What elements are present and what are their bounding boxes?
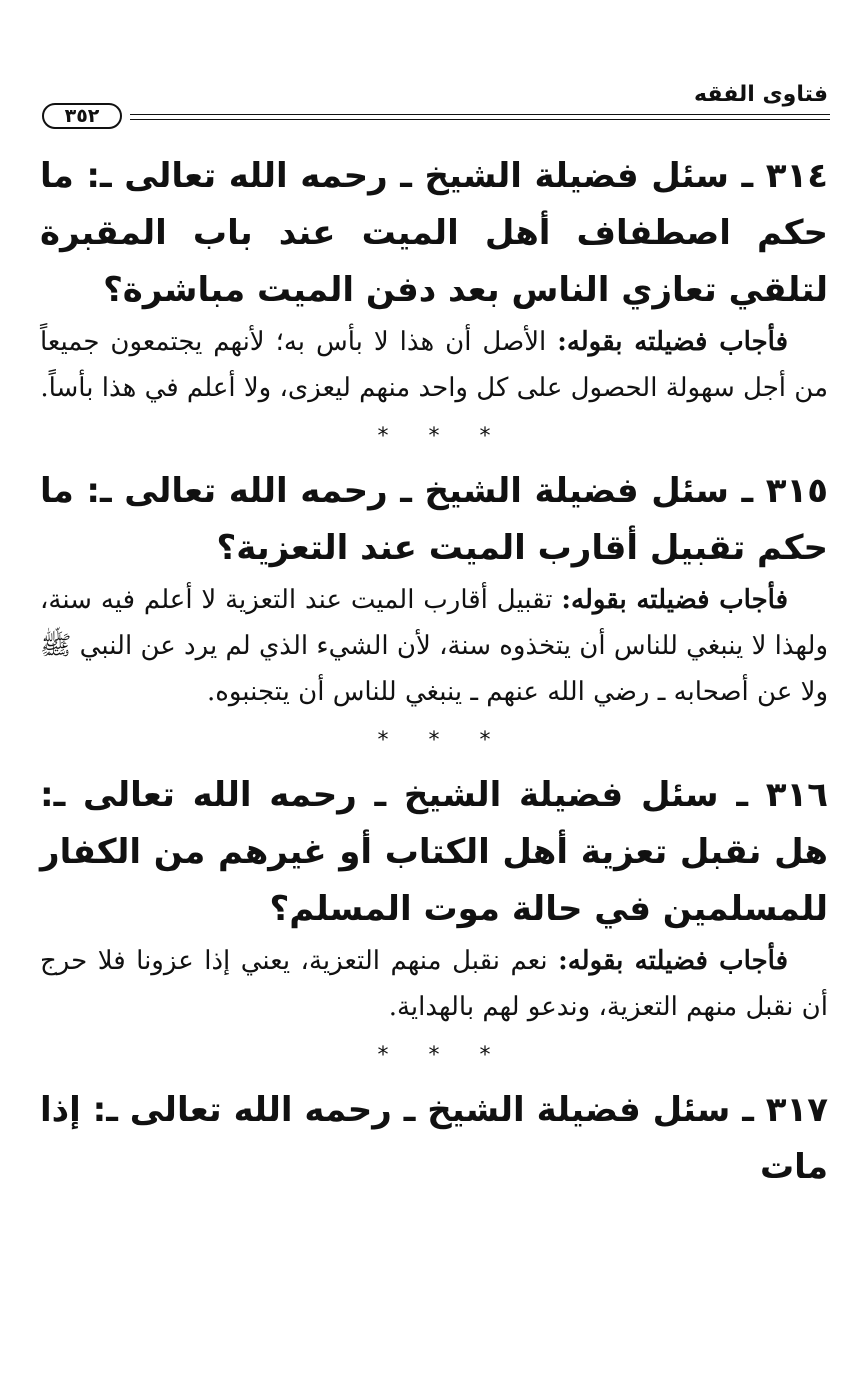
answer-lead: فأجاب فضيلته بقوله: (558, 946, 789, 976)
answer-315 (40, 577, 828, 715)
separator-star: * (479, 728, 491, 753)
separator-star: * (428, 1043, 440, 1068)
header-rule-top (130, 114, 830, 115)
section-separator (40, 715, 828, 767)
answer-316 (40, 938, 828, 1030)
question-316: ٣١٦ ـ سئل فضيلة الشيخ ـ رحمه الله تعالى ـ: هل نقبل تعزية أهل الكتاب أو غيرهم من الكفار للمسلمين في حالة موت المسلم؟ (40, 775, 828, 929)
separator-star: * (377, 1043, 389, 1068)
answer-text: الأصل أن هذا لا بأس به؛ لأنهم يجتمعون جميعاً من أجل سهولة الحصول على كل واحد منهم ليعزى، ولا أعلم في هذا بأساً. (40, 327, 828, 403)
question-317: ٣١٧ ـ سئل فضيلة الشيخ ـ رحمه الله تعالى ـ: إذا مات (40, 1090, 828, 1187)
question-314: ٣١٤ ـ سئل فضيلة الشيخ ـ رحمه الله تعالى ـ: ما حكم اصطفاف أهل الميت عند باب المقبرة لتلقي تعازي الناس بعد دفن الميت مباشرة؟ (40, 156, 828, 310)
section-separator (40, 411, 828, 463)
page-content (40, 148, 828, 1196)
separator-star: * (428, 728, 440, 753)
running-title: فتاوى الفقه (694, 82, 828, 107)
separator-star: * (428, 424, 440, 449)
answer-text: نعم نقبل منهم التعزية، يعني إذا عزونا فلا حرج أن نقبل منهم التعزية، وندعو لهم بالهداية. (40, 946, 828, 1022)
separator-star: * (479, 424, 491, 449)
answer-lead: فأجاب فضيلته بقوله: (557, 327, 789, 357)
separator-star: * (479, 1043, 491, 1068)
answer-text: تقبيل أقارب الميت عند التعزية لا أعلم فيه سنة، ولهذا لا ينبغي للناس أن يتخذوه سنة، لأن الشيء الذي لم يرد عن النبي ﷺ ولا عن أصحابه ـ رضي الله عنهم ـ ينبغي للناس أن يتجنبوه. (40, 585, 828, 707)
page-number: ٣٥٢ (42, 103, 122, 129)
separator-star: * (377, 424, 389, 449)
separator-star: * (377, 728, 389, 753)
answer-314 (40, 319, 828, 411)
header-rule-bottom (130, 119, 830, 120)
answer-lead: فأجاب فضيلته بقوله: (561, 585, 789, 615)
section-separator (40, 1030, 828, 1082)
question-315: ٣١٥ ـ سئل فضيلة الشيخ ـ رحمه الله تعالى ـ: ما حكم تقبيل أقارب الميت عند التعزية؟ (40, 471, 828, 568)
